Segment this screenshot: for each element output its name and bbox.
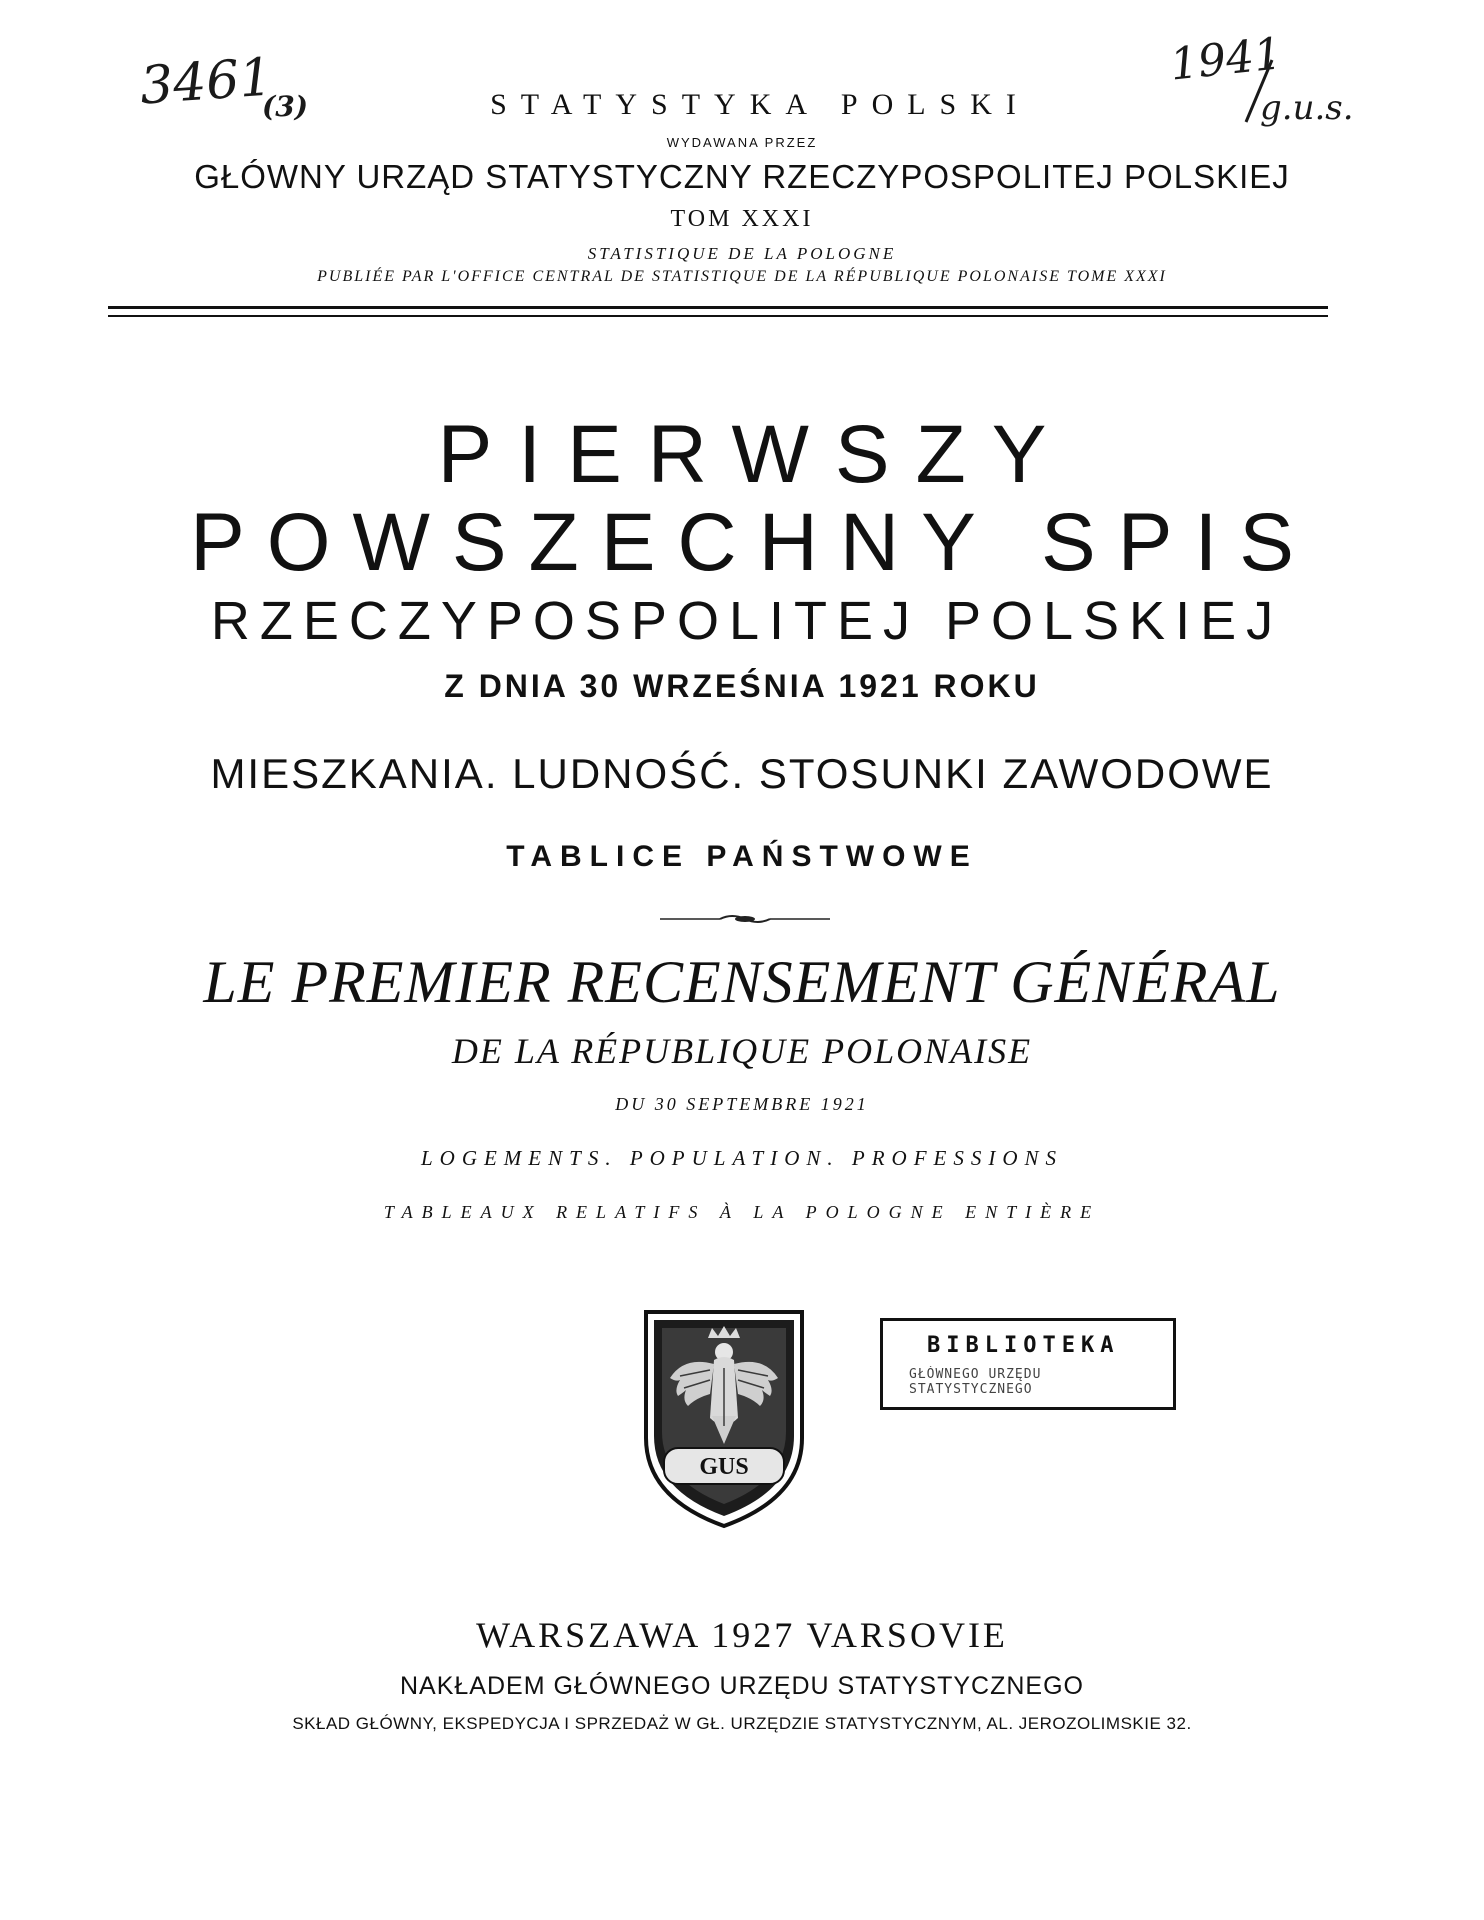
handwritten-call-number-suffix: (3) bbox=[262, 90, 308, 123]
emblem-monogram: GUS bbox=[699, 1454, 749, 1480]
tables-heading: TABLICE PAŃSTWOWE bbox=[506, 840, 978, 873]
title-line-2: POWSZECHNY SPIS bbox=[190, 497, 1316, 588]
handwritten-initials: g.u.s. bbox=[1260, 88, 1354, 128]
census-date: Z DNIA 30 WRZEŚNIA 1921 ROKU bbox=[444, 668, 1040, 704]
french-title-line-1: LE PREMIER RECENSEMENT GÉNÉRAL bbox=[203, 949, 1281, 1015]
handwritten-call-number: 3461 bbox=[138, 47, 275, 117]
french-date: DU 30 SEPTEMBRE 1921 bbox=[615, 1094, 869, 1114]
library-stamp bbox=[880, 1318, 1176, 1410]
imprint-distribution: SKŁAD GŁÓWNY, EKSPEDYCJA I SPRZEDAŻ W GŁ. URZĘDZIE STATYSTYCZNYM, AL. JEROZOLIMSKIE 32. bbox=[292, 1714, 1192, 1733]
published-by: WYDAWANA PRZEZ bbox=[666, 135, 818, 150]
stamp-subtitle: GŁÓWNEGO URZĘDU STATYSTYCZNEGO bbox=[909, 1367, 1042, 1397]
french-publisher: PUBLIÉE PAR L'OFFICE CENTRAL DE STATISTIQUE DE LA RÉPUBLIQUE POLONAISE TOME XXXI bbox=[317, 268, 1167, 285]
eagle-emblem-icon bbox=[640, 1308, 808, 1530]
french-subjects: LOGEMENTS. POPULATION. PROFESSIONS bbox=[420, 1146, 1064, 1170]
imprint-publisher: NAKŁADEM GŁÓWNEGO URZĘDU STATYSTYCZNEGO bbox=[400, 1672, 1084, 1700]
header-rule-top bbox=[108, 306, 1328, 309]
stamp-title: BIBLIOTEKA bbox=[927, 1333, 1120, 1358]
title-line-1: PIERWSZY bbox=[437, 409, 1073, 500]
volume-number: TOM XXXI bbox=[670, 206, 814, 232]
header-rule-bottom bbox=[108, 315, 1328, 317]
french-series: STATISTIQUE DE LA POLOGNE bbox=[587, 244, 897, 263]
title-line-3: RZECZYPOSPOLITEJ POLSKIEJ bbox=[210, 591, 1284, 651]
divider-ornament bbox=[660, 912, 830, 926]
series-title: STATYSTYKA POLSKI bbox=[490, 88, 1030, 121]
handwritten-year-mark: 1941 bbox=[1167, 28, 1285, 91]
census-subjects: MIESZKANIA. LUDNOŚĆ. STOSUNKI ZAWODOWE bbox=[210, 750, 1274, 797]
french-tables: TABLEAUX RELATIFS À LA POLOGNE ENTIÈRE bbox=[383, 1202, 1101, 1222]
publisher-name: GŁÓWNY URZĄD STATYSTYCZNY RZECZYPOSPOLITEJ POLSKIEJ bbox=[194, 158, 1290, 195]
imprint-place-year: WARSZAWA 1927 VARSOVIE bbox=[476, 1615, 1008, 1655]
french-title-line-2: DE LA RÉPUBLIQUE POLONAISE bbox=[451, 1031, 1033, 1071]
